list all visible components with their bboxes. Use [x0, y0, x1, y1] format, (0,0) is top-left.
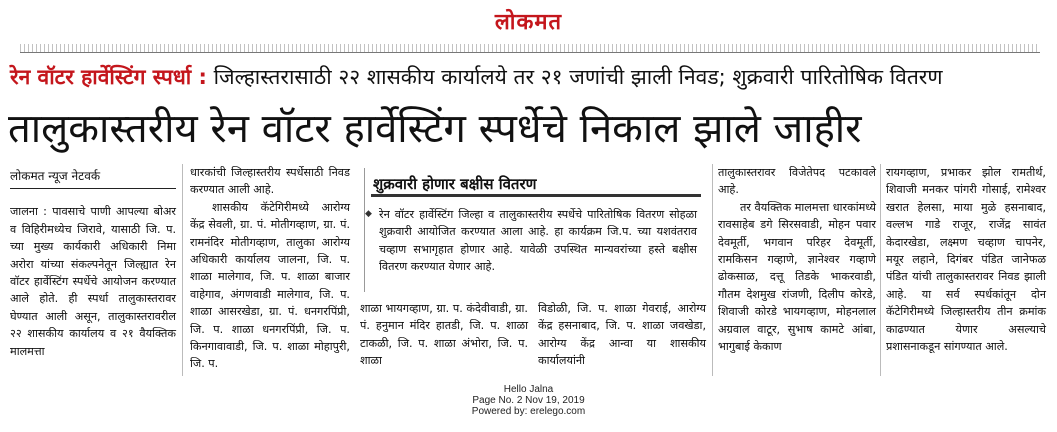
- header-rule: [20, 52, 1040, 53]
- article-column-3: [718, 164, 876, 355]
- article-paragraph: रायगव्हाण, प्रभाकर झोल रामतीर्थ, शिवाजी मनकर पांगरी गोसाई, रामेश्वर खरात हेलसा, माया मुळे हसनाबाद, वल्लभ गाडे राजूर, राजेंद्र सावंत केदारखेडा, लक्ष्मण चव्हाण चापनेर, मयूर लहाने, दिगंबर पंडित जानेफळ पंडित यांची तालुकास्तरावर निवड झाली आहे. या सर्व स्पर्धकांतून दोन कॅटेगिरीमध्ये जिल्हास्तरीय तीन क्रमांक काढण्यात येणार असल्याचे प्रशासनाकडून सांगण्यात आले.: [886, 166, 1046, 354]
- kicker-line: [10, 60, 1050, 94]
- article-paragraph: शासकीय कॅटेगिरीमध्ये आरोग्य केंद्र सेवली, ग्रा. पं. मोतीगव्हाण, ग्रा. पं. रामनंदिर मोतीगव्हाण, तालुका आरोग्य अधिकारी कार्यालय जालना, जि. प. शाळा मालेगाव, जि. प. शाळा बाजार वाहेगाव, अंगणवाडी मालेगाव, जि. प. शाळा आसरखेडा, ग्रा. पं. धनगरपिंप्री, जि. प. शाळा धनगरपिंप्री, जि. प. किनगावावाडी, जि. प. शाळा मोहापुरी, जि. प.: [190, 200, 350, 371]
- box-title-rule: [371, 194, 701, 197]
- masthead: [0, 0, 1057, 40]
- article-paragraph: तालुकास्तरावर विजेतेपद पटकावले आहे.: [718, 166, 876, 197]
- kicker-lead: रेन वॉटर हार्वेस्टिंग स्पर्धा :: [10, 65, 207, 89]
- footer-page-date: Page No. 2 Nov 19, 2019: [472, 395, 585, 406]
- sidebar-box: [364, 168, 707, 292]
- header-rule-hatch: [20, 44, 1040, 52]
- article-column-4: [886, 164, 1046, 355]
- footer-edition: Hello Jalna: [503, 384, 554, 395]
- article-paragraph: धारकांची जिल्हास्तरीय स्पर्धेसाठी निवड करण्यात आली आहे.: [190, 166, 350, 197]
- diamond-bullet-icon: ◆: [365, 209, 372, 219]
- column-divider: [712, 164, 713, 376]
- box-title: शुक्रवारी होणार बक्षीस वितरण: [373, 175, 537, 193]
- column-divider: [182, 164, 183, 376]
- column-divider: [880, 164, 881, 376]
- newspaper-logo: लोकमत: [494, 10, 563, 35]
- article-column-2c: विडोळी, जि. प. शाळा गेवराई, आरोग्य केंद्र हसनाबाद, जि. प. शाळा जवखेडा, आरोग्य केंद्र आन्वा या शासकीय कार्यालयांनी: [538, 302, 706, 368]
- article-paragraph: तर वैयक्तिक मालमत्ता धारकांमध्ये रावसाहेब डगे सिरसवाडी, मोहन पवार देवमूर्ती, भगवान परिहर देवमूर्ती, रामकिसन गव्हाणे, ज्ञानेश्वर गव्हाणे ढोकसाळ, दत्तू तिडके भाकरवाडी, गौतम देशमुख रांजणी, दिलीप कोरडे, शिवाजी कोरडे भायगव्हाण, मोहनलाल अग्रवाल वाटूर, सुभाष कामटे आंबा, भागुबाई केकाण: [718, 200, 876, 354]
- footer-powered-by: Powered by: erelego.com: [471, 406, 586, 417]
- box-text: रेन वॉटर हार्वेस्टिंग जिल्हा व तालुकास्तरीय स्पर्धेचे पारितोषिक वितरण सोहळा शुक्रवारी आयोजित करण्यात आला आहे. हा कार्यक्रम जि.प. च्या यशवंतराव चव्हाण सभागृहात होणार आहे. यावेळी उपस्थित मान्यवरांच्या हस्ते बक्षीस वितरण करण्यात येणार आहे.: [379, 208, 697, 274]
- page-footer: [0, 384, 1057, 417]
- kicker-text: जिल्हास्तरासाठी २२ शासकीय कार्यालये तर २१ जणांची झाली निवड; शुक्रवारी पारितोषिक वितरण: [206, 65, 943, 89]
- article-column-1: [10, 168, 176, 360]
- article-paragraph: जालना : पावसाचे पाणी आपल्या बोअर व विहिरीमध्येच जिरावे, यासाठी जि. प. च्या मुख्य कार्यकारी अधिकारी निमा अरोरा यांच्या संकल्पनेतून जिल्ह्यात रेन वॉटर हार्वेस्टिंग स्पर्धेचे आयोजन करण्यात आले होते. ही स्पर्धा तालुकास्तरावर घेण्यात आली असून, तालुकास्तरावरील २२ शासकीय कार्यालय व २१ वैयक्तिक मालमत्ता: [10, 205, 176, 358]
- byline: लोकमत न्यूज नेटवर्क: [10, 168, 176, 189]
- page-headline: तालुकास्तरीय रेन वॉटर हार्वेस्टिंग स्पर्धेचे निकाल झाले जाहीर: [8, 106, 862, 152]
- article-column-2: [190, 164, 350, 373]
- article-column-2b: शाळा भायगव्हाण, ग्रा. प. कंदेवीवाडी, ग्रा. पं. हनुमान मंदिर हातडी, जि. प. शाळा टाकळी, जि. प. शाळा अंभोरा, जि. प. शाळा: [360, 302, 528, 368]
